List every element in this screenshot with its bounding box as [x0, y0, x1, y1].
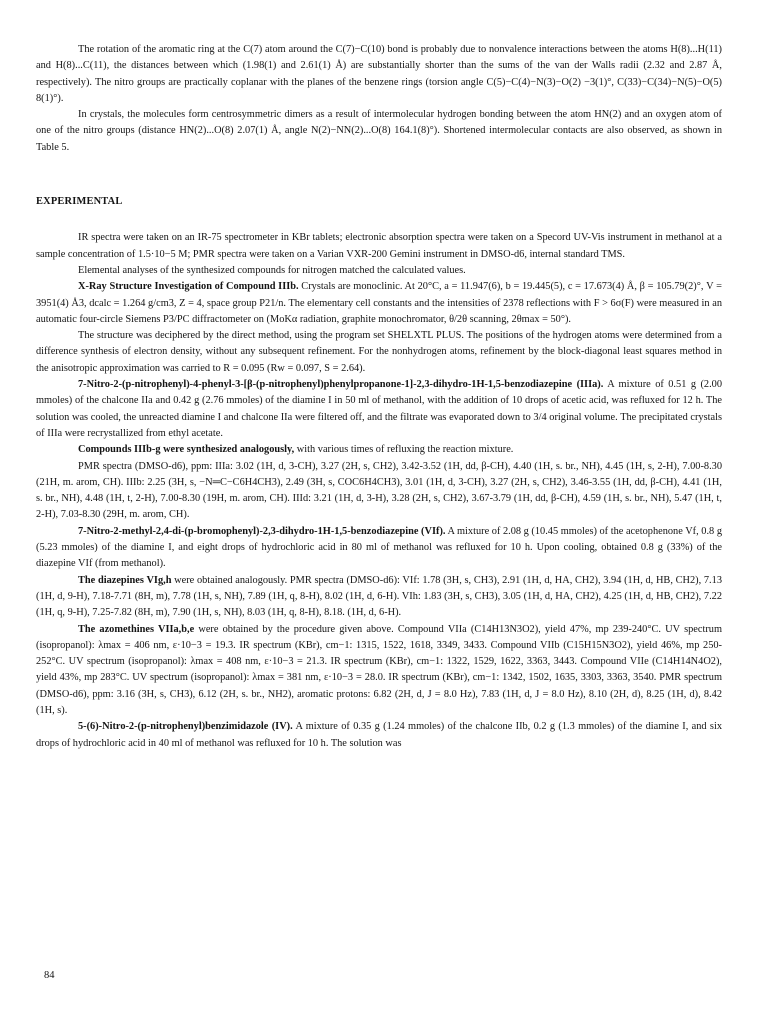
compound-vif-heading: 7-Nitro-2-methyl-2,4-di-(p-bromophenyl)-2,3-dihydro-1H-1,5-benzodiazepine (VIf).	[78, 525, 446, 537]
article-body	[36, 42, 722, 752]
paragraph-pmr-spectra: PMR spectra (DMSO-d6), ppm: IIIa: 3.02 (1H, d, 3-CH), 3.27 (2H, s, CH2), 3.42-3.52 (1H, dd, β-CH), 4.40 (1H, s. br., NH), 4.45 (1H, s, 2-H), 7.00-8.30 (21H, m. arom, CH). IIIb: 2.25 (3H, s, −N═C−C6H4CH3), 2.49 (3H, s, COC6H4CH3), 3.01 (1H, d, 3-CH), 3.27 (2H, s, CH2), 3.46-3.55 (1H, dd, β-CH), 4.41 (1H, s. br., NH), 4.48 (1H, t, 2-H), 7.00-8.30 (19H, m. arom, CH). IIId: 3.21 (1H, d, 3-H), 3.28 (2H, s, CH2), 3.67-3.79 (1H, dd, β-CH), 4.59 (1H, s. br., NH), 5.47 (1H, t, 2-H), 7.03-8.30 (29H, m. arom, CH).	[36, 460, 722, 521]
paragraph-rotation: The rotation of the aromatic ring at the C(7) atom around the C(7)−C(10) bond is probably due to nonvalence interactions between the atoms H(8)...H(11) and H(8)...C(11), the distances between which (1.98(1) and 2.61(1) Å) are substantially shorter than the sums of the van der Walls radii (2.32 and 2.87 Å, respectively). The nitro groups are practically coplanar with the planes of the benzene rings (torsion angle C(5)−C(4)−N(3)−O(2) −3(1)°, C(33)−C(34)−N(5)−O(5) 8(1)°).	[36, 44, 722, 104]
paragraph-compound-iiia	[36, 377, 722, 442]
compound-vif-text: A mixture of 2.08 g (10.45 mmoles) of the acetophenone Vf, 0.8 g (5.23 mmoles) of the diamine I, and eight drops of hydrochloric acid in 80 ml of methanol was refluxed for 10 h. Upon cooling, obtained 0.8 g (33%) of the diazepine VIf (from methanol).	[36, 525, 722, 570]
azomethines-text: were obtained by the procedure given above. Compound VIIa (C14H13N3O2), yield 47%, mp 239-240°C. UV spectrum (isopropanol): λmax = 406 nm, ε·10−3 = 19.3. IR spectrum (KBr), cm−1: 1315, 1522, 1618, 3349, 3433. Compound VIIb (C15H15N3O2), yield 46%, mp 250-252°C. UV spectrum (isopropanol): λmax = 408 nm, ε·10−3 = 21.3. IR spectrum (KBr), cm−1: 1322, 1529, 1622, 3363, 3443. Compound VIIe (C14H14N4O2), yield 43%, mp 283°C. UV spectrum (isopropanol): λmax = 381 nm, ε·10−3 = 28.0. IR spectrum (KBr), cm−1: 1342, 1502, 1635, 3303, 3363, 3540. PMR spectrum (DMSO-d6), ppm: 3.16 (3H, s, CH3), 6.12 (2H, s. br., NH2), aromatic protons: 6.82 (2H, d, J = 8.0 Hz), 7.83 (1H, d, J = 8.0 Hz), 8.10 (2H, d), 8.25 (1H, d), 8.42 (1H, s).	[36, 623, 722, 716]
paragraph-benzimidazole	[36, 719, 722, 752]
paragraph-compound-vif	[36, 524, 722, 573]
page-number: 84	[44, 970, 55, 981]
paragraph-azomethines	[36, 622, 722, 720]
benzimidazole-heading: 5-(6)-Nitro-2-(p-nitrophenyl)benzimidazole (IV).	[78, 721, 293, 733]
diazepines-vigh-text: were obtained analogously. PMR spectra (DMSO-d6): VIf: 1.78 (3H, s, CH3), 2.91 (1H, d, HA, CH2), 3.94 (1H, d, HB, CH2), 7.13 (1H, d, 9-H), 7.18-7.71 (8H, m), 7.78 (1H, s, NH), 7.89 (1H, q, 8-H), 8.02 (1H, d, 6-H). VIh: 1.83 (3H, s, CH3), 3.05 (1H, d, HA, CH2), 4.25 (1H, d, HB, CH2), 7.22 (1H, q, 9-H), 7.25-7.82 (8H, m), 7.90 (1H, s, NH), 8.03 (1H, q, 8-H), 8.18. (1H, d, 6-H).	[36, 574, 722, 619]
section-heading-experimental: EXPERIMENTAL	[36, 196, 123, 208]
paragraph-elemental-analyses: Elemental analyses of the synthesized compounds for nitrogen matched the calculated values.	[78, 264, 466, 276]
paragraph-dimers: In crystals, the molecules form centrosymmetric dimers as a result of intermolecular hydrogen bonding between the atom HN(2) and an oxygen atom of one of the nitro groups (distance HN(2)...O(8) 2.07(1) Å, angle N(2)−NN(2)...O(8) 164.1(8)°). Shortened intermolecular contacts are also observed, as shown in Table 5.	[36, 109, 722, 153]
azomethines-heading: The azomethines VIIa,b,e	[78, 623, 195, 635]
paragraph-instruments: IR spectra were taken on an IR-75 spectrometer in KBr tablets; electronic absorption spectra were taken on a Specord UV-Vis instrument in methanol at a sample concentration of 1.5·10−5 M; PMR spectra were taken on a Varian VXR-200 Gemini instrument in DMSO-d6, internal standard TMS.	[36, 232, 722, 260]
paragraph-xray	[36, 279, 722, 328]
compounds-iiib-g-text: with various times of refluxing the reaction mixture.	[294, 444, 514, 456]
compound-iiia-heading: 7-Nitro-2-(p-nitrophenyl)-4-phenyl-3-[β-(p-nitrophenyl)phenylpropanone-1]-2,3-dihydro-1H-1,5-benzodiazepine (IIIa).	[78, 379, 604, 391]
paragraph-diazepines-vigh	[36, 573, 722, 622]
xray-text: Crystals are monoclinic. At 20°C, a = 11.947(6), b = 19.445(5), c = 17.673(4) Å, β = 105.79(2)°, V = 3951(4) Å3, dcalc = 1.264 g/cm3, Z = 4, space group P21/n. The elementary cell constants and the intensities of 2378 reflections with F > 6σ(F) were measured in an automatic four-circle Siemens P3/PC diffractometer on (MoKα radiation, graphite monochromator, θ/2θ scanning, 2θmax = 50°).	[36, 281, 722, 325]
benzimidazole-text: A mixture of 0.35 g (1.24 mmoles) of the chalcone IIb, 0.2 g (1.3 mmoles) of the diamine I, and six drops of hydrochloric acid in 40 ml of methanol was refluxed for 10 h. The solution was	[36, 721, 722, 749]
xray-heading: X-Ray Structure Investigation of Compound IIIb.	[78, 281, 299, 293]
diazepines-vigh-heading: The diazepines VIg,h	[78, 574, 172, 586]
compound-iiia-text: A mixture of 0.51 g (2.00 mmoles) of the chalcone IIa and 0.42 g (2.76 mmoles) of the diamine I in 50 ml of methanol, with the addition of 10 drops of acetic acid, was refluxed for 12 h. The solution was cooled, the unreacted diamine I and chalcone IIa were filtered off, and the filtrate was evaporated down to 3/4 original volume. The precipitated crystals of IIIa were recrystallized from ethyl acetate.	[36, 379, 723, 439]
compounds-iiib-g-heading: Compounds IIIb-g were synthesized analogously,	[78, 444, 295, 456]
paragraph-compounds-iiib-g	[36, 442, 722, 458]
paragraph-structure-solution: The structure was deciphered by the direct method, using the program set SHELXTL PLUS. The positions of the hydrogen atoms were determined from a difference synthesis of electron density, without any subsequent refinement. For the nonhydrogen atoms, refinement by the block-diagonal least squares method in the anisotropic approximation was carried to R = 0.095 (Rw = 0.097, S = 2.64).	[36, 330, 722, 374]
